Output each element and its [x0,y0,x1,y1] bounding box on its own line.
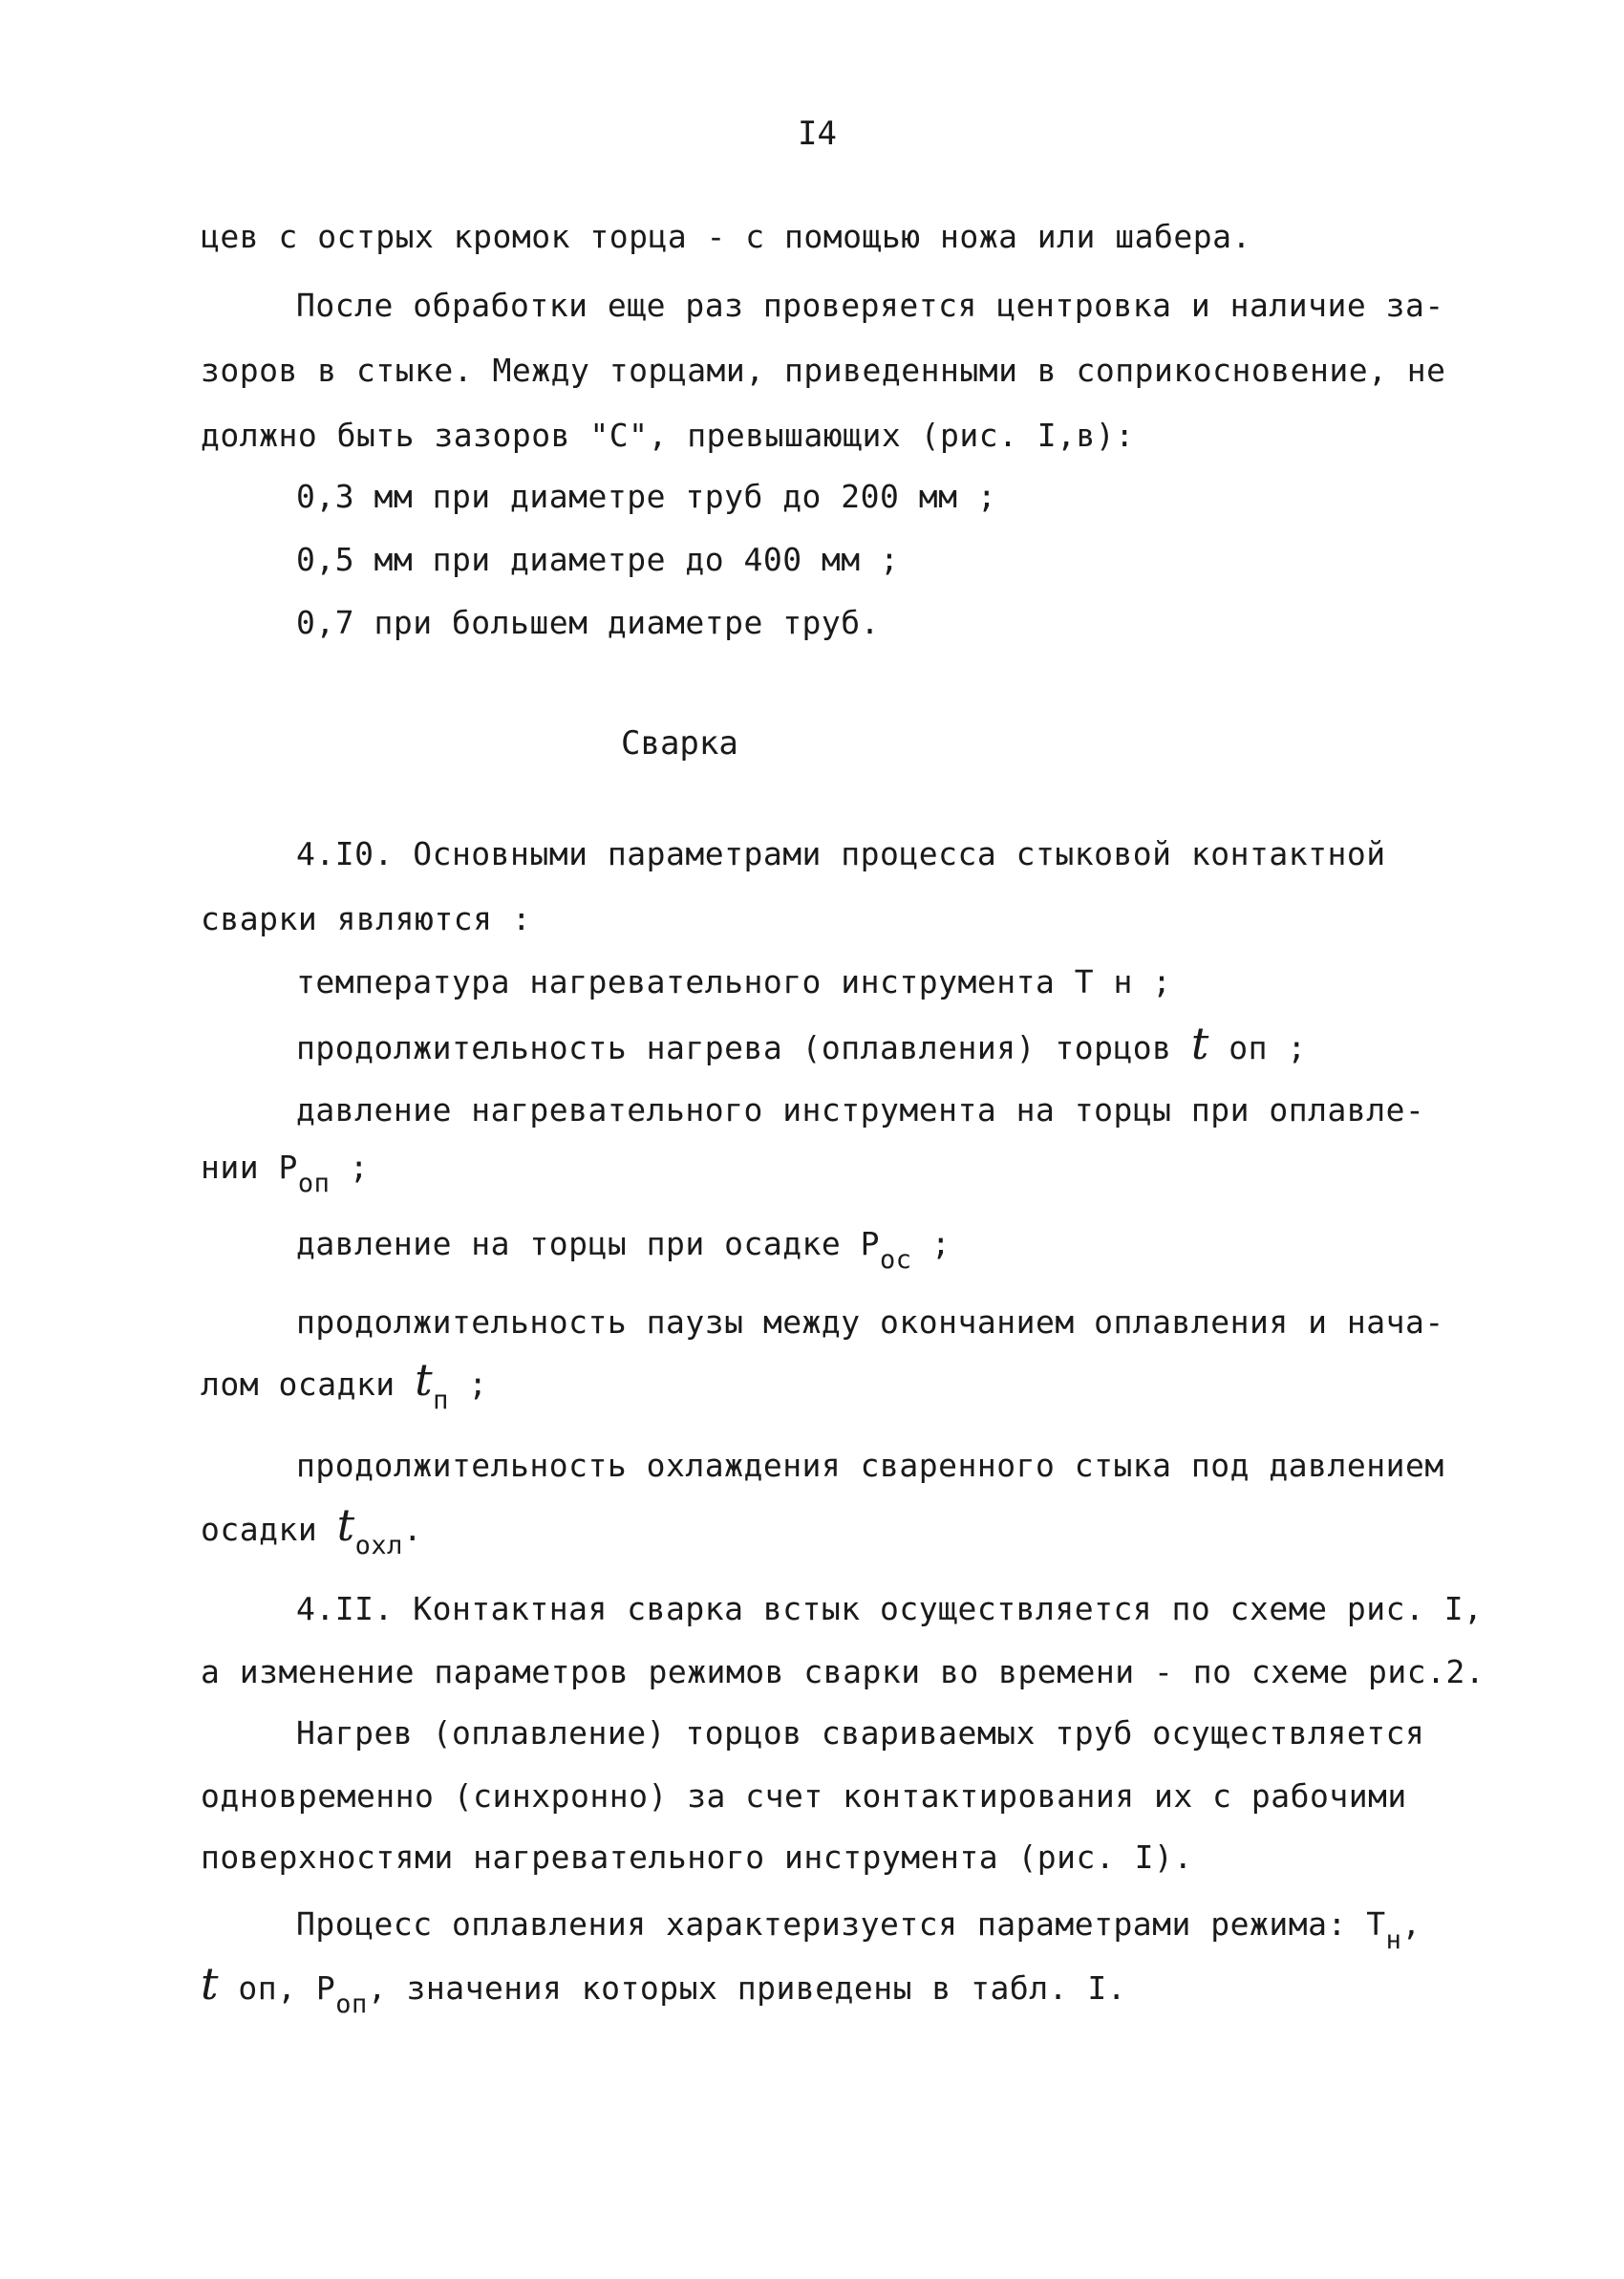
symbol-subscript: п [433,1386,449,1415]
text-line [201,1147,370,1198]
text-line [201,1499,423,1560]
symbol-subscript: оп ; [1208,1029,1307,1066]
symbol-subscript: оп [219,1969,278,2007]
item-end: , [1401,1905,1421,1943]
section-heading: Сварка [621,724,738,763]
time-symbol: t [415,1354,434,1406]
item-end: ; [330,1149,370,1186]
symbol-subscript: охл [354,1531,403,1560]
text-line [201,1958,1127,2019]
time-symbol: t [201,1958,219,2010]
item-text: продолжительность нагрева (оплавления) торцов [296,1029,1172,1066]
list-item: 0,3 мм при диаметре труб до 200 мм ; [296,478,997,515]
list-item: 0,7 при большем диаметре труб. [296,604,881,641]
page-number: I4 [798,115,837,153]
paragraph-line: 4.I0. Основными параметрами процесса стыковой контактной [296,835,1386,872]
item-text: лом осадки [201,1365,395,1403]
time-symbol: t [1190,1018,1209,1069]
symbol-subscript: оп [335,1989,368,2019]
text-line: сварки являются : [201,900,532,937]
text-line: поверхностями нагревательного инструмента (рис. I). [201,1838,1193,1876]
item-text: нии Р [201,1149,298,1186]
item-end: . [402,1511,423,1548]
symbol-subscript: оп [297,1169,331,1198]
list-item: 0,5 мм при диаметре до 400 мм ; [296,541,900,578]
paragraph-line: Нагрев (оплавление) торцов свариваемых труб осуществляется [296,1714,1425,1752]
list-item [296,1018,1307,1069]
text-line: одновременно (синхронно) за счет контактирования их с рабочими [201,1777,1407,1815]
text-line: зоров в стыке. Между торцами, приведенными в соприкосновение, не [201,352,1446,389]
paragraph-line: 4.II. Контактная сварка встык осуществляется по схеме рис. I, [296,1590,1484,1627]
list-item: продолжительность паузы между окончанием оплавления и нача- [296,1303,1444,1341]
item-text: давление на торцы при осадке Р [296,1225,881,1262]
symbol-subscript: ос [880,1245,912,1275]
item-text: осадки [201,1511,318,1548]
item-text: , Р [277,1969,336,2007]
list-item: температура нагревательного инструмента Т н ; [296,963,1172,1000]
item-end: ; [911,1225,951,1262]
list-item: давление нагревательного инструмента на торцы при оплавле- [296,1091,1425,1129]
symbol-subscript: н [1385,1925,1402,1955]
text-line: а изменение параметров режимов сварки во времени - по схеме рис.2. [201,1653,1485,1690]
paragraph-line: После обработки еще раз проверяется центровка и наличие за- [296,287,1444,324]
time-symbol: t [336,1499,355,1551]
item-text: Процесс оплавления характеризуется параметрами режима: Т [296,1905,1386,1943]
paragraph-line [296,1903,1421,1955]
text-line: должно быть зазоров "С", превышающих (рис. I,в): [201,417,1135,454]
item-end: , значения которых приведены в табл. I. [367,1969,1127,2007]
item-end: ; [448,1365,488,1403]
text-line [201,1354,488,1415]
list-item [296,1223,951,1275]
list-item: продолжительность охлаждения сваренного стыка под давлением [296,1447,1444,1484]
text-line: цев с острых кромок торца - с помощью ножа или шабера. [201,218,1251,255]
